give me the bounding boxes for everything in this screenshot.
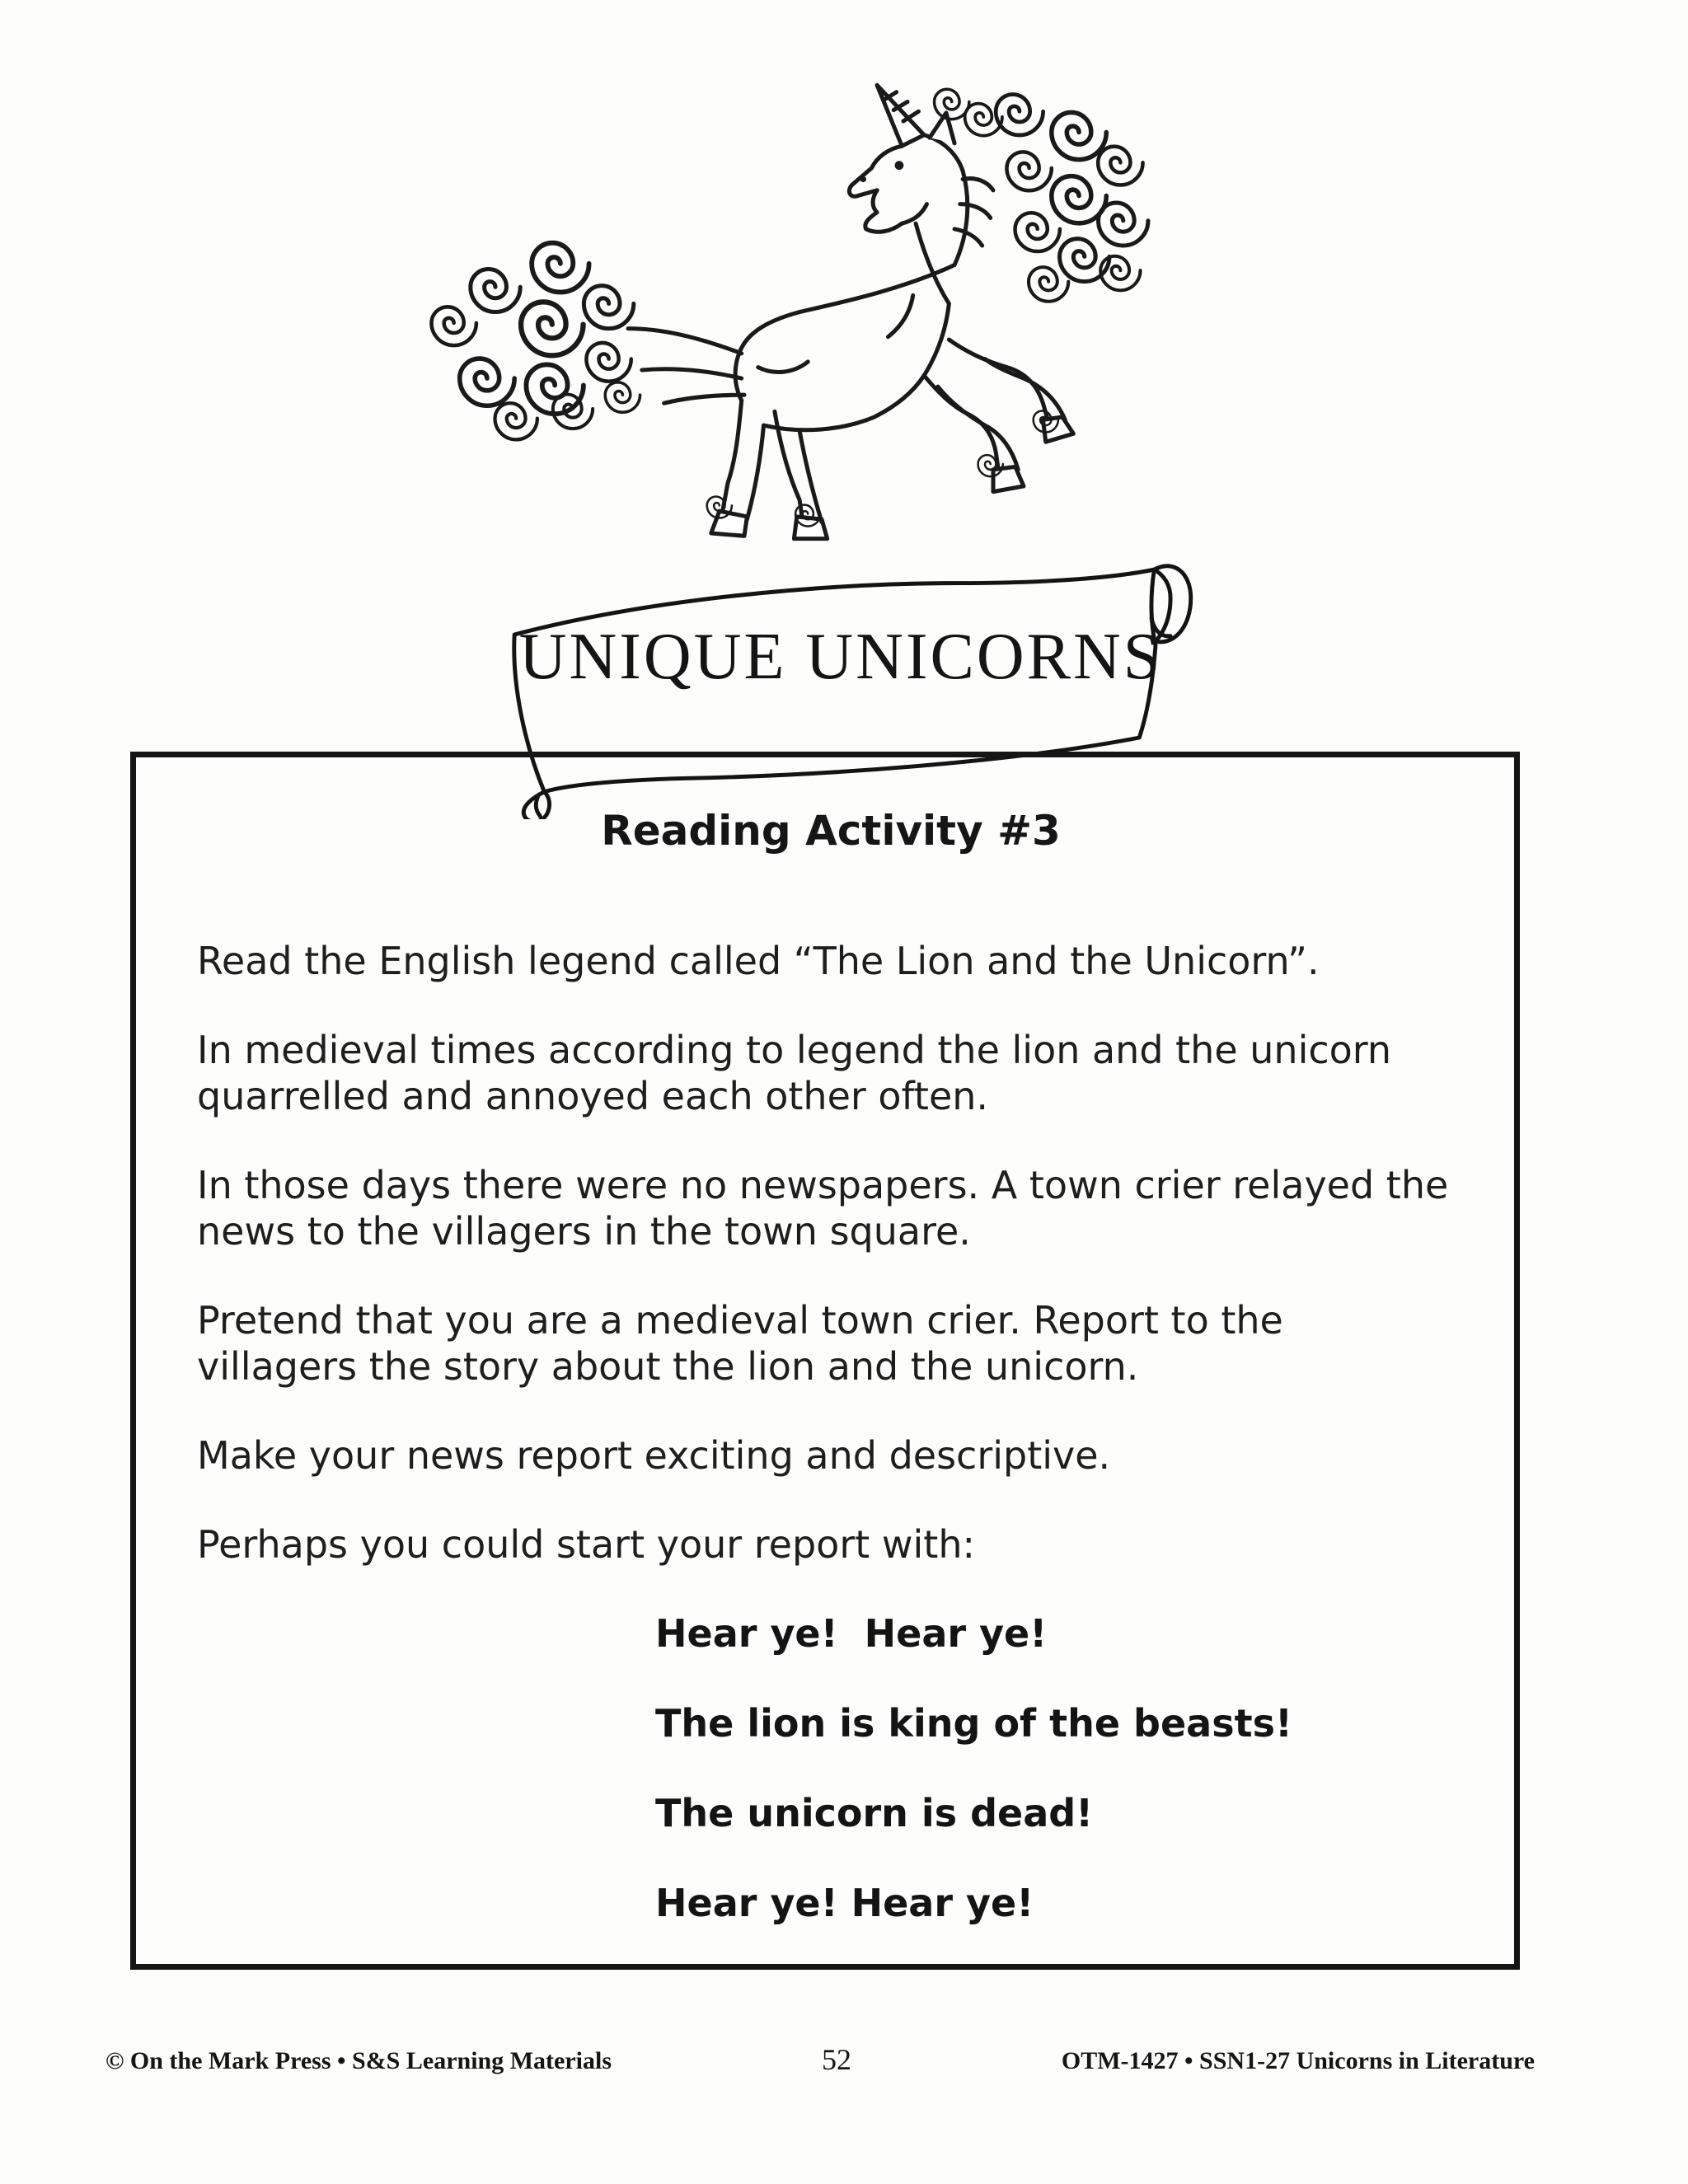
page-footer: [0, 2042, 1688, 2092]
instruction-paragraph-6: Perhaps you could start your report with:: [197, 1522, 975, 1567]
instruction-paragraph-2: In medieval times according to legend the lion and the unicorn quarrelled and annoyed each other often.: [197, 1028, 1392, 1118]
instruction-paragraph-3: In those days there were no newspapers. A town crier relayed the news to the villagers in the town square.: [197, 1163, 1449, 1254]
instruction-paragraph-5: Make your news report exciting and descriptive.: [197, 1433, 1111, 1478]
tail-curls: [432, 243, 640, 440]
chant-line-4: Hear ye! Hear ye!: [655, 1881, 1034, 1925]
unicorn-illustration: [396, 82, 1170, 580]
activity-heading: Reading Activity #3: [601, 807, 1061, 855]
instruction-paragraph-4: Pretend that you are a medieval town crier. Report to the villagers the story about the lion and the unicorn.: [197, 1298, 1283, 1389]
page-number: 52: [822, 2043, 851, 2076]
unicorn-line-art-svg: [396, 82, 1170, 580]
footer-publisher: © On the Mark Press • S&S Learning Materials: [106, 2047, 612, 2074]
chant-line-1: Hear ye! Hear ye!: [655, 1611, 1048, 1656]
chant-line-2: The lion is king of the beasts!: [655, 1701, 1292, 1746]
chant-block: [655, 1610, 1465, 1926]
chant-line-3: The unicorn is dead!: [655, 1791, 1094, 1835]
page-title: UNIQUE UNICORNS: [518, 621, 1163, 693]
activity-box: [130, 752, 1520, 1970]
instruction-paragraph-1: Read the English legend called “The Lion and the Unicorn”.: [197, 939, 1320, 983]
footer-code: OTM-1427 • SSN1-27 Unicorns in Literature: [1061, 2047, 1535, 2074]
